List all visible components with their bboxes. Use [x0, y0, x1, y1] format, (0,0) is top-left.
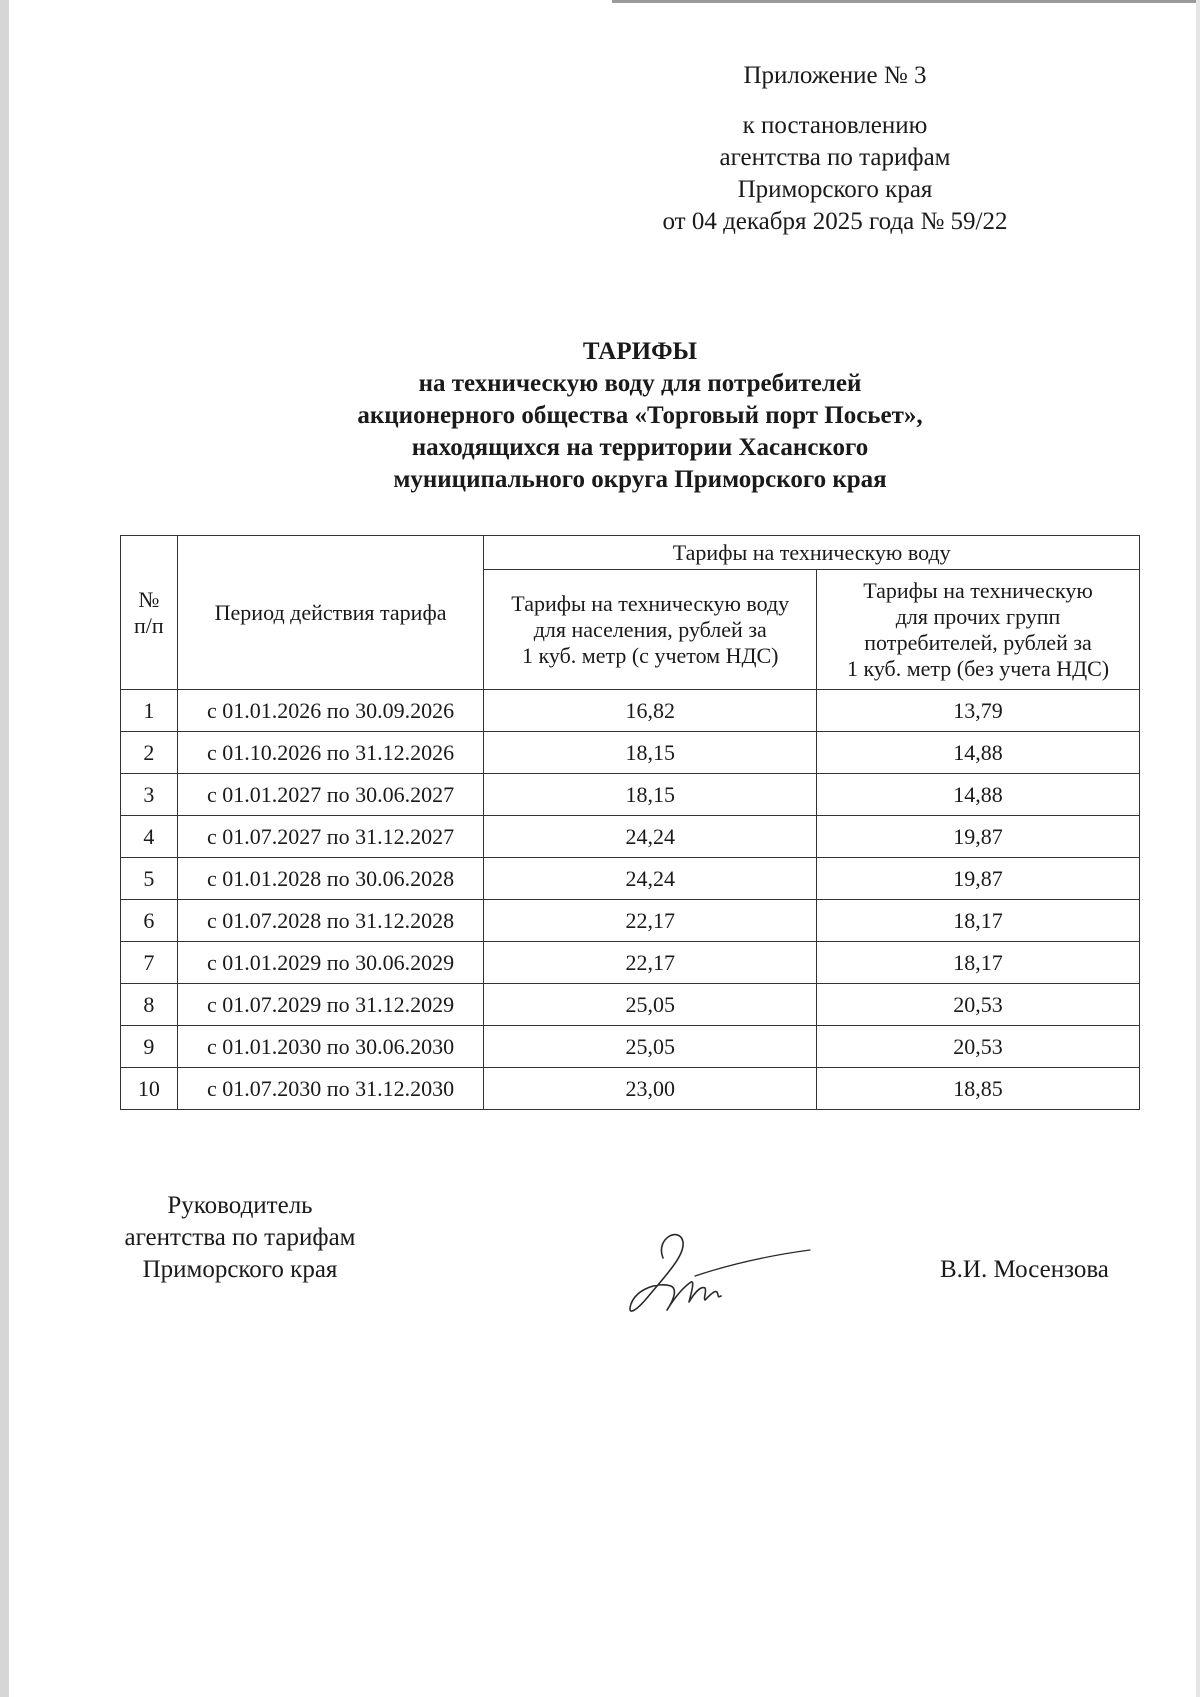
header-number — [121, 536, 178, 690]
table-row — [121, 774, 1140, 816]
row-period: с 01.07.2029 по 31.12.2029 — [177, 984, 484, 1026]
row-period: с 01.10.2026 по 31.12.2026 — [177, 732, 484, 774]
row-period: с 01.07.2030 по 31.12.2030 — [177, 1068, 484, 1110]
title-line: находящихся на территории Хасанского — [411, 434, 869, 461]
row-population-tariff: 25,05 — [484, 984, 817, 1026]
table-row — [121, 690, 1140, 732]
row-population-tariff: 22,17 — [484, 942, 817, 984]
title-line: муниципального округа Приморского края — [393, 466, 887, 493]
header-other-line: потребителей, рублей за — [864, 629, 1092, 655]
signer-post-line: Руководитель — [167, 1192, 313, 1219]
document-title — [120, 336, 1160, 496]
appendix-line: агентства по тарифам — [719, 144, 951, 171]
row-number: 2 — [121, 732, 178, 774]
row-period: с 01.07.2028 по 31.12.2028 — [177, 900, 484, 942]
header-other-line: для прочих групп — [895, 603, 1061, 629]
row-period: с 01.01.2028 по 30.06.2028 — [177, 858, 484, 900]
row-population-tariff: 16,82 — [484, 690, 817, 732]
table-row — [121, 1026, 1140, 1068]
appendix-date-line: от 04 декабря 2025 года № 59/22 — [662, 208, 1008, 235]
header-population — [484, 570, 817, 690]
header-population-line: для населения, рублей за — [533, 616, 767, 642]
table-row — [121, 816, 1140, 858]
scan-edge-left — [0, 0, 9, 1697]
title-line: на техническую воду для потребителей — [418, 370, 862, 397]
row-other-tariff: 18,17 — [817, 942, 1140, 984]
table-row — [121, 1068, 1140, 1110]
table-row — [121, 858, 1140, 900]
title-heading: ТАРИФЫ — [582, 338, 698, 365]
table-row — [121, 942, 1140, 984]
appendix-block — [662, 60, 1200, 238]
row-period: с 01.01.2029 по 30.06.2029 — [177, 942, 484, 984]
row-other-tariff: 19,87 — [817, 816, 1140, 858]
appendix-line: Приморского края — [737, 176, 933, 203]
tariff-table — [120, 535, 1140, 1110]
row-number: 5 — [121, 858, 178, 900]
header-period: Период действия тарифа — [177, 536, 484, 690]
row-number: 7 — [121, 942, 178, 984]
row-other-tariff: 20,53 — [817, 1026, 1140, 1068]
header-other-line: 1 куб. метр (без учета НДС) — [846, 655, 1110, 681]
row-population-tariff: 25,05 — [484, 1026, 817, 1068]
row-period: с 01.01.2026 по 30.09.2026 — [177, 690, 484, 732]
header-number-line: п/п — [134, 612, 164, 638]
header-number-line: № — [138, 586, 160, 612]
row-other-tariff: 14,88 — [817, 774, 1140, 816]
table-row — [121, 900, 1140, 942]
title-line: акционерного общества «Торговый порт Посьет», — [357, 402, 923, 429]
row-number: 8 — [121, 984, 178, 1026]
row-other-tariff: 20,53 — [817, 984, 1140, 1026]
signer-post-line: Приморского края — [142, 1256, 338, 1283]
table-row — [121, 984, 1140, 1026]
row-other-tariff: 19,87 — [817, 858, 1140, 900]
appendix-number: Приложение № 3 — [743, 62, 927, 89]
row-population-tariff: 22,17 — [484, 900, 817, 942]
row-number: 6 — [121, 900, 178, 942]
row-other-tariff: 14,88 — [817, 732, 1140, 774]
row-other-tariff: 18,85 — [817, 1068, 1140, 1110]
signer-post-line: агентства по тарифам — [124, 1224, 356, 1251]
row-number: 9 — [121, 1026, 178, 1068]
appendix-line: к постановлению — [742, 112, 928, 139]
header-population-line: Тарифы на техническую воду — [511, 590, 790, 616]
row-other-tariff: 18,17 — [817, 900, 1140, 942]
row-population-tariff: 24,24 — [484, 816, 817, 858]
row-period: с 01.01.2030 по 30.06.2030 — [177, 1026, 484, 1068]
row-number: 4 — [121, 816, 178, 858]
header-group: Тарифы на техническую воду — [484, 536, 1140, 570]
row-population-tariff: 18,15 — [484, 732, 817, 774]
table-row — [121, 732, 1140, 774]
row-period: с 01.01.2027 по 30.06.2027 — [177, 774, 484, 816]
row-population-tariff: 23,00 — [484, 1068, 817, 1110]
row-other-tariff: 13,79 — [817, 690, 1140, 732]
header-other-line: Тарифы на техническую — [863, 577, 1093, 603]
handwritten-signature — [625, 1228, 815, 1318]
header-other — [817, 570, 1140, 690]
row-number: 3 — [121, 774, 178, 816]
row-period: с 01.07.2027 по 31.12.2027 — [177, 816, 484, 858]
signer-post — [110, 1190, 370, 1286]
signer-name: В.И. Мосензова — [940, 1256, 1109, 1283]
scan-edge-right — [1196, 0, 1200, 1697]
row-number: 1 — [121, 690, 178, 732]
row-population-tariff: 24,24 — [484, 858, 817, 900]
row-population-tariff: 18,15 — [484, 774, 817, 816]
scan-edge-top — [612, 0, 1200, 3]
header-population-line: 1 куб. метр (с учетом НДС) — [522, 642, 779, 668]
row-number: 10 — [121, 1068, 178, 1110]
